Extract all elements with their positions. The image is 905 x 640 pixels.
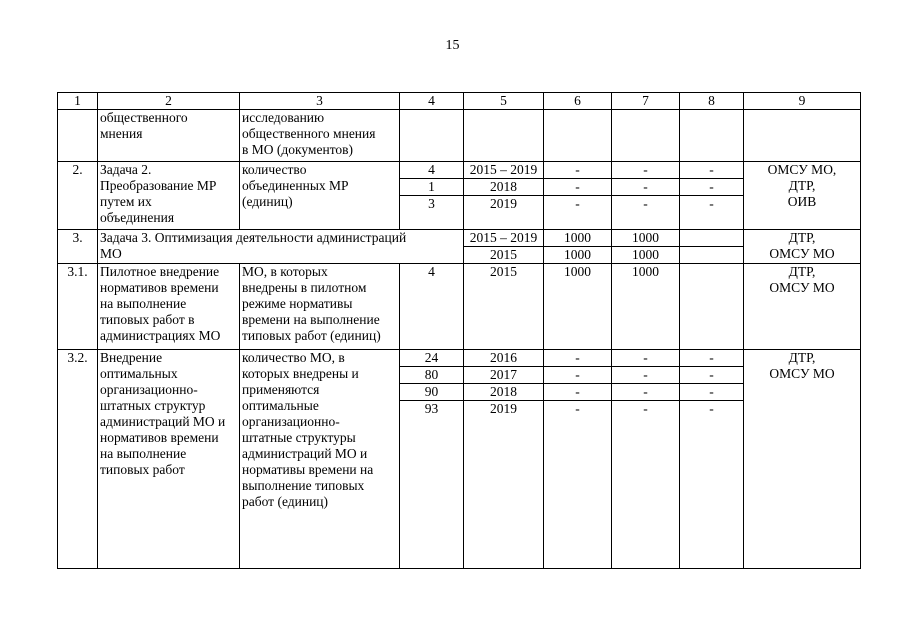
header-cell: 5 [464,93,544,110]
year-cell: 2017 [464,367,544,384]
value-cell: 1 [400,179,464,196]
table-row [58,230,861,247]
indicator-cell: количество объединенных МР (единиц) [240,162,400,230]
task-cell: Пилотное внедрение нормативов времени на выполнение типовых работ в администрациях МО [98,264,240,350]
indicators-table [57,92,861,569]
header-cell: 2 [98,93,240,110]
value-cell: - [612,401,680,569]
year-cell: 2015 – 2019 [464,230,544,247]
executor-cell: ДТР, ОМСУ МО [744,264,861,350]
table-cell [744,110,861,162]
year-cell: 2016 [464,350,544,367]
year-cell: 2018 [464,179,544,196]
value-cell: 1000 [612,230,680,247]
year-cell: 2015 – 2019 [464,162,544,179]
row-number: 3.2. [58,350,98,569]
value-cell: 1000 [544,230,612,247]
value-cell: 4 [400,162,464,179]
value-cell: 4 [400,264,464,350]
value-cell: 1000 [544,264,612,350]
table-row [58,162,861,179]
table-header-row [58,93,861,110]
header-cell: 3 [240,93,400,110]
value-cell: 3 [400,196,464,230]
table-cell [680,110,744,162]
executor-cell: ДТР, ОМСУ МО [744,230,861,264]
value-cell: - [612,162,680,179]
value-cell: - [680,179,744,196]
value-cell: - [680,384,744,401]
value-cell: - [544,162,612,179]
value-cell: - [612,350,680,367]
header-cell: 7 [612,93,680,110]
task-cell: Задача 2. Преобразование МР путем их объединения [98,162,240,230]
table-cell [400,110,464,162]
value-cell: - [544,196,612,230]
table-row [58,350,861,367]
page-number: 15 [445,38,460,53]
year-cell: 2019 [464,196,544,230]
value-cell: - [544,350,612,367]
table-cell: исследованию общественного мнения в МО (документов) [240,110,400,162]
value-cell: - [680,350,744,367]
row-number: 3.1. [58,264,98,350]
value-cell: 90 [400,384,464,401]
table-row [58,110,861,162]
header-cell: 1 [58,93,98,110]
year-cell: 2019 [464,401,544,569]
task-cell: Задача 3. Оптимизация деятельности администраций МО [98,230,464,264]
year-cell: 2015 [464,247,544,264]
executor-cell: ДТР, ОМСУ МО [744,350,861,569]
value-cell: 1000 [544,247,612,264]
value-cell: - [612,367,680,384]
value-cell: - [544,367,612,384]
year-cell: 2018 [464,384,544,401]
year-cell: 2015 [464,264,544,350]
value-cell: 80 [400,367,464,384]
header-cell: 8 [680,93,744,110]
indicator-cell: количество МО, в которых внедрены и применяются оптимальные организационно- штатные структуры администраций МО и нормативы времени на выполнение типовых работ (единиц) [240,350,400,569]
value-cell: - [544,384,612,401]
table-cell [612,110,680,162]
value-cell: - [680,162,744,179]
header-cell: 9 [744,93,861,110]
header-cell: 6 [544,93,612,110]
task-cell: Внедрение оптимальных организационно- штатных структур администраций МО и нормативов времени на выполнение типовых работ [98,350,240,569]
value-cell [680,230,744,247]
indicator-cell: МО, в которых внедрены в пилотном режиме нормативы времени на выполнение типовых работ (единиц) [240,264,400,350]
value-cell: - [612,179,680,196]
value-cell: 93 [400,401,464,569]
value-cell: - [680,196,744,230]
table-cell: общественного мнения [98,110,240,162]
executor-cell: ОМСУ МО, ДТР, ОИВ [744,162,861,230]
value-cell [680,264,744,350]
value-cell: 1000 [612,247,680,264]
value-cell: - [680,401,744,569]
value-cell: 1000 [612,264,680,350]
table-cell [464,110,544,162]
row-number: 2. [58,162,98,230]
table-cell [58,110,98,162]
table-row [58,264,861,350]
value-cell [680,247,744,264]
row-number: 3. [58,230,98,264]
value-cell: - [680,367,744,384]
table-cell [544,110,612,162]
value-cell: - [612,384,680,401]
value-cell: - [612,196,680,230]
header-cell: 4 [400,93,464,110]
value-cell: 24 [400,350,464,367]
value-cell: - [544,179,612,196]
value-cell: - [544,401,612,569]
